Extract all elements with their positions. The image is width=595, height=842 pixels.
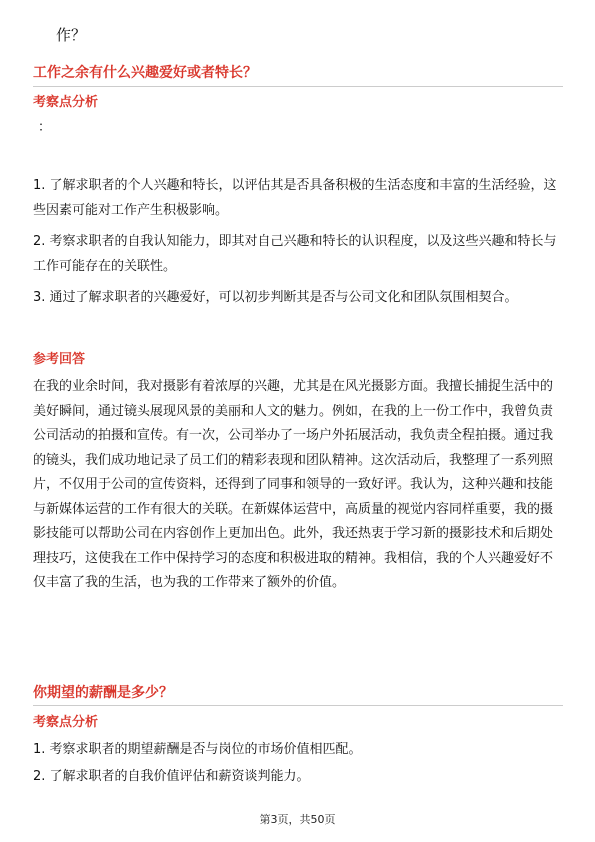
answer-heading: 参考回答 [33,352,86,367]
previous-question-tail: 作？ [56,26,87,44]
question-title: 你期望的薪酬是多少？ [33,685,173,701]
analysis-heading: 考察点分析 [33,95,99,110]
answer-text: 在我的业余时间，我对摄影有着浓厚的兴趣，尤其是在风光摄影方面。我擅长捕捉生活中的美好瞬间，通过镜头展现风景的美丽和人文的魅力。例如，在我的上一份工作中，我曾负责公司活动的拍摄和宣传。有一次，公司举办了一场户外拓展活动，我负责全程拍摄。通过我的镜头，我们成功地记录了员工们的精彩表现和团队精神。这次活动后，我整理了一系列照片，不仅用于公司的宣传资料，还得到了同事和领导的一致好评。我认为，这种兴趣和技能与新媒体运营的工作有很大的关联。在新媒体运营中，高质量的视觉内容同样重要，我的摄影技能可以帮助公司在内容创作上更加出色。此外，我还热衷于学习新的摄影技术和后期处理技巧，这使我在工作中保持学习的态度和积极进取的精神。我相信，我的个人兴趣爱好不仅丰富了我的生活，也为我的工作带来了额外的价值。 [33,379,554,590]
analysis-point-2: 2. 考察求职者的自我认知能力，即其对自己兴趣和特长的认识程度，以及这些兴趣和特长与工作可能存在的关联性。 [33,234,557,274]
analysis-point-2: 2. 了解求职者的自我价值评估和薪资谈判能力。 [33,769,310,784]
page-number: 第3页，共50页 [259,813,336,826]
analysis-point-1: 1. 考察求职者的期望薪酬是否与岗位的市场价值相匹配。 [33,742,362,757]
analysis-intro: ： [38,120,52,135]
question-title: 工作之余有什么兴趣爱好或者特长？ [33,65,257,81]
question-divider [33,86,563,87]
analysis-point-1: 1. 了解求职者的个人兴趣和特长，以评估其是否具备积极的生活态度和丰富的生活经验，这些因素可能对工作产生积极影响。 [33,178,557,218]
question-divider [33,705,563,706]
analysis-heading: 考察点分析 [33,715,99,730]
analysis-point-3: 3. 通过了解求职者的兴趣爱好，可以初步判断其是否与公司文化和团队氛围相契合。 [33,290,518,305]
